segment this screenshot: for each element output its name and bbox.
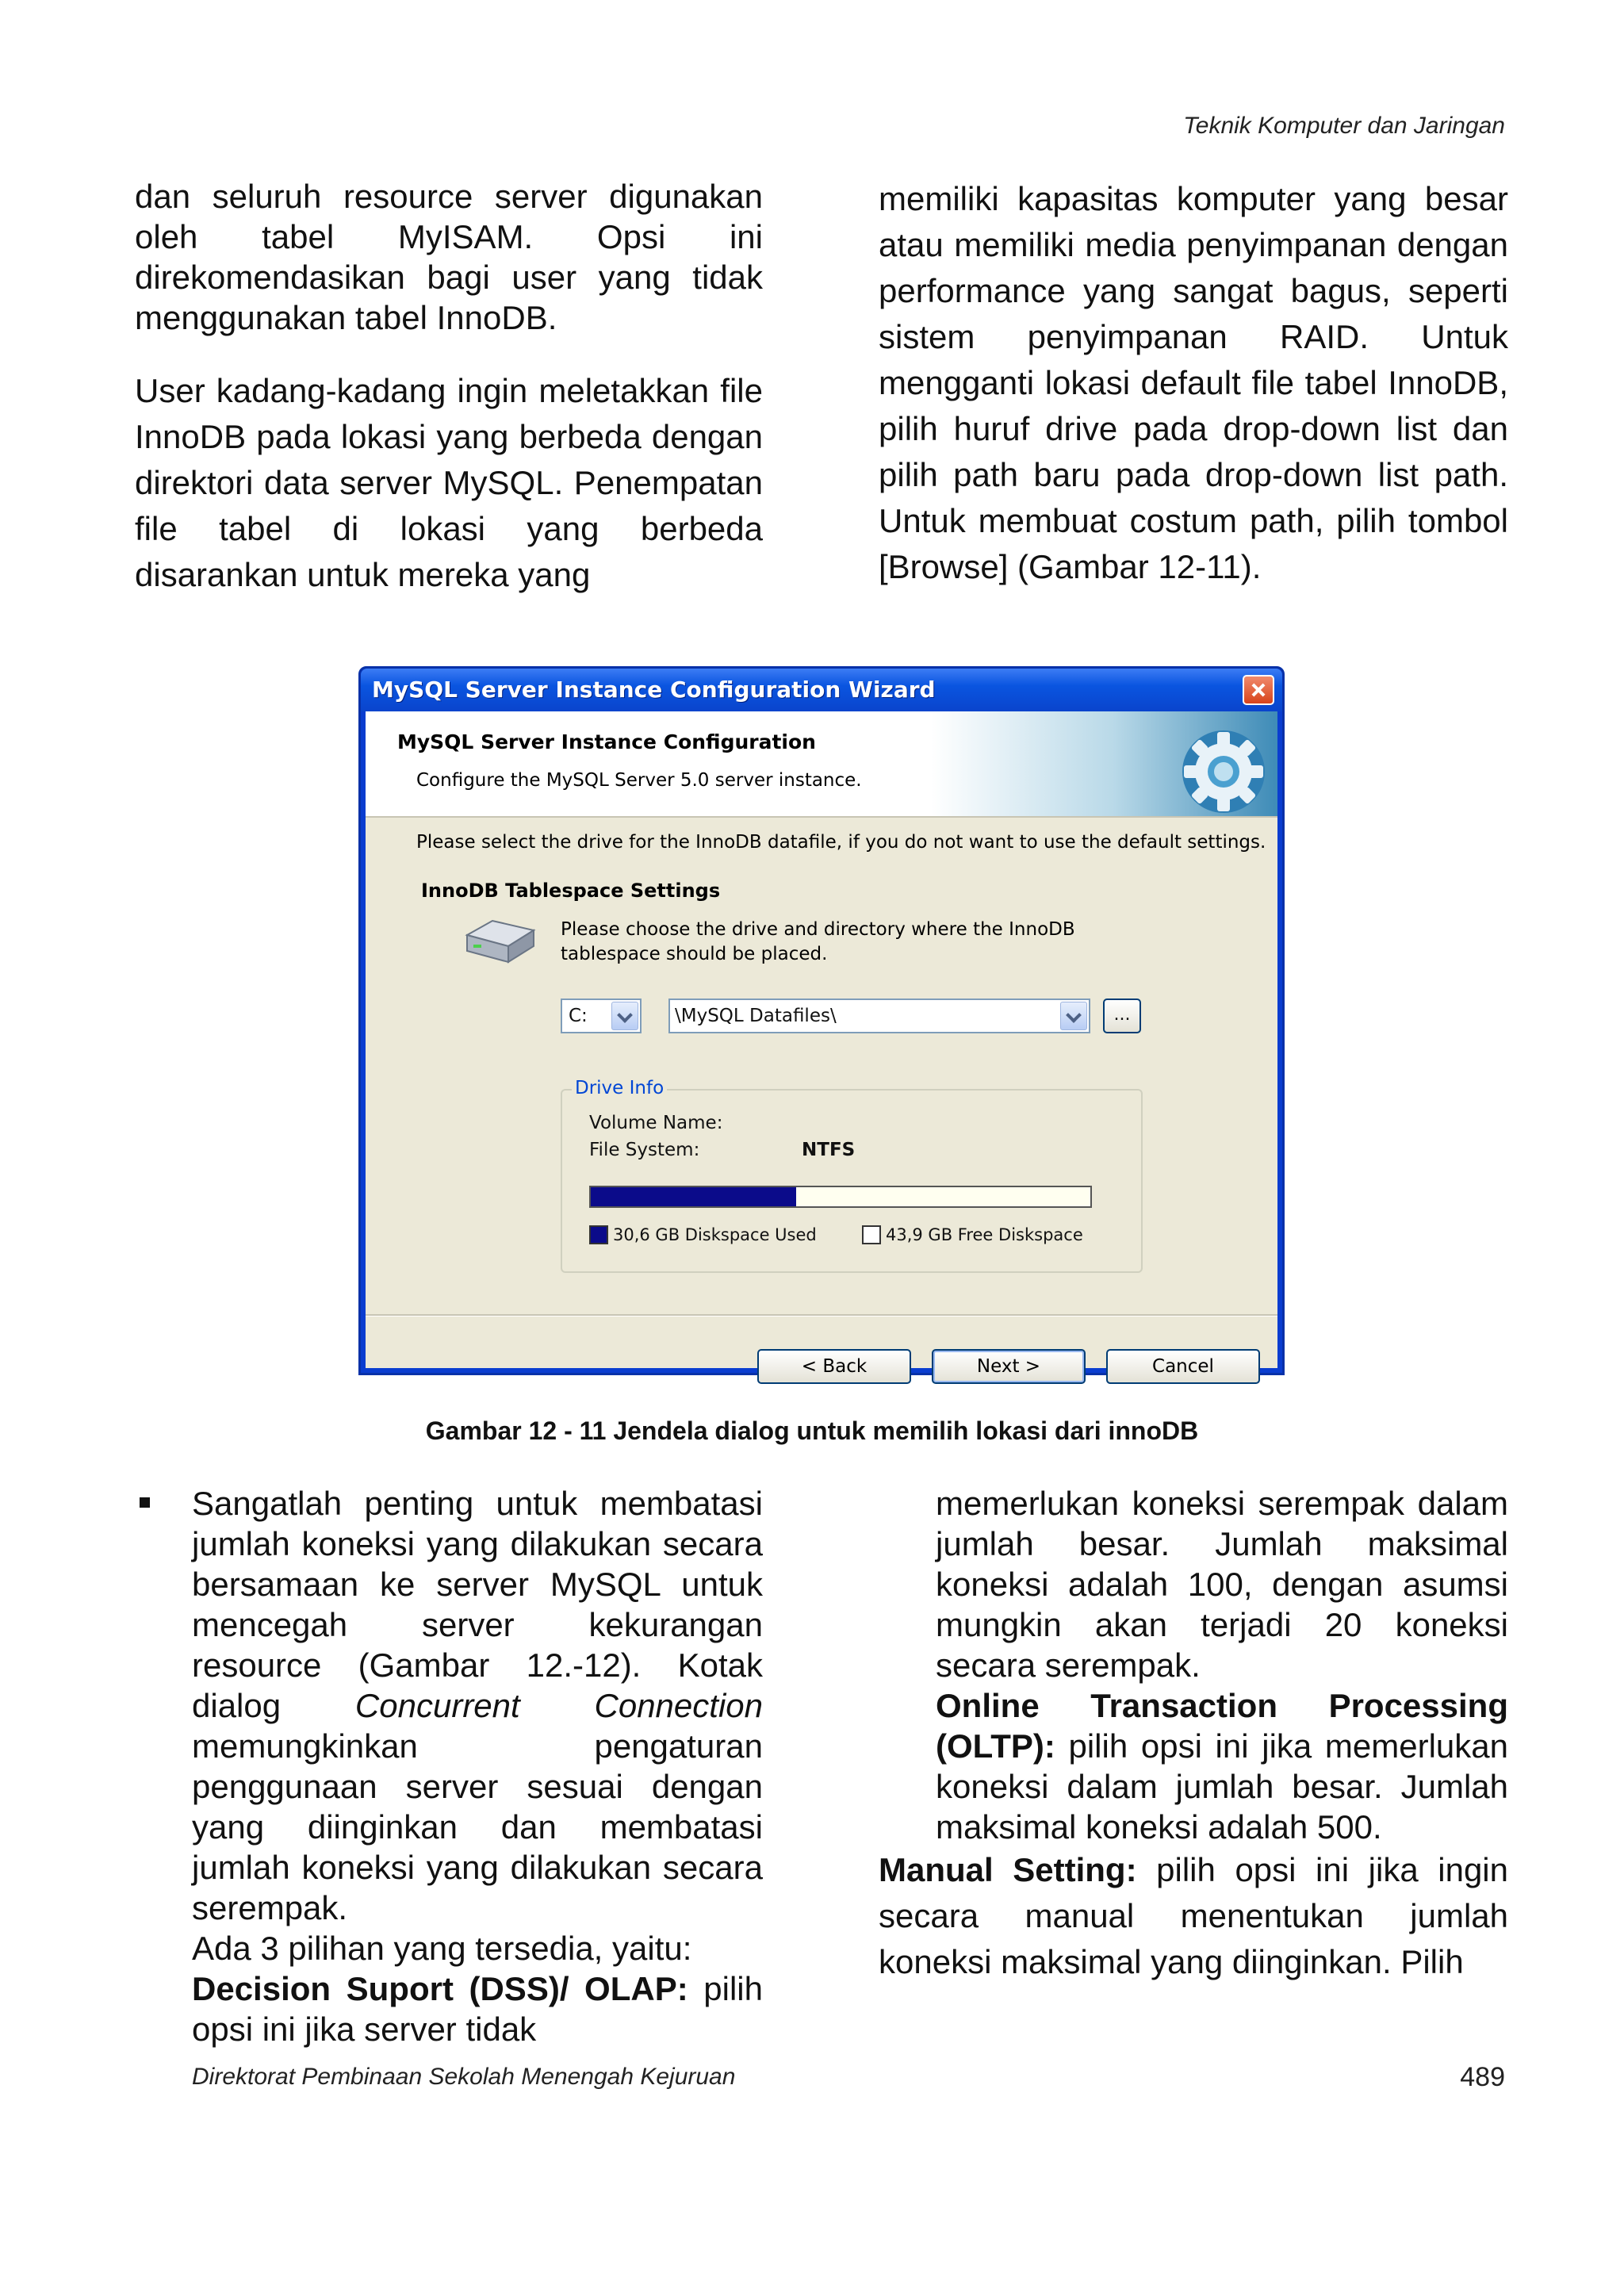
dss-text: pilih opsi ini jika server tidak [192,1970,763,2048]
bullet-square-icon [140,1497,150,1508]
right-column-top [879,176,1508,590]
group-title: Drive Info [572,1078,667,1098]
close-button[interactable] [1243,675,1274,705]
file-system-label: File System: [589,1140,700,1160]
dialog-client-area [366,711,1277,1377]
left-column-top [135,176,763,598]
banner-title: MySQL Server Instance Configuration [397,730,816,753]
drive-select-value: C: [569,1006,588,1026]
figure-caption: Gambar 12 - 11 Jendela dialog untuk memilih lokasi dari innoDB [425,1416,1199,1445]
free-space-label: 43,9 GB Free Diskspace [886,1225,1083,1244]
next-button[interactable]: Next > [932,1349,1086,1384]
manual-text: pilih opsi ini jika ingin secara manual menentukan jumlah koneksi maksimal yang diinginkan. Pilih [879,1851,1508,1980]
chevron-down-icon [617,1007,633,1023]
oltp-label: Online Transaction Processing (OLTP): [936,1687,1508,1765]
config-wizard-window [358,666,1285,1375]
path-select[interactable] [668,999,1090,1033]
wizard-banner [366,711,1277,818]
dss-label: Decision Suport (DSS)/ OLAP: [192,1970,688,2007]
manual-label: Manual Setting: [879,1851,1137,1888]
paragraph: memiliki kapasitas komputer yang besar atau memiliki media penyimpanan dengan performance yang sangat bagus, seperti sistem penyimpanan RAID. Untuk mengganti lokasi default file tabel InnoDB, pilih huruf drive pada drop-down list dan pilih path baru pada drop-down list path. Untuk membuat costum path, pilih tombol [Browse] (Gambar 12-11). [879,180,1508,585]
bullet-item [135,1483,763,1928]
cancel-button[interactable]: Cancel [1106,1349,1260,1384]
button-separator [366,1314,1277,1317]
path-dropdown-button[interactable] [1060,1002,1087,1030]
bullet-emphasis: Concurrent Connection [354,1687,763,1724]
right-column-bottom [879,1483,1508,1985]
chevron-down-icon [1066,1007,1082,1023]
dss-continued: memerlukan koneksi serempak dalam jumlah besar. Jumlah maksimal koneksi adalah 100, dengan asumsi mungkin akan terjadi 20 koneksi secara serempak. [936,1485,1508,1684]
disk-usage-bar [589,1186,1092,1208]
bullet-text-a: Sangatlah penting untuk membatasi jumlah koneksi yang dilakukan secara bersamaan ke server MySQL untuk mencegah server kekurangan resource (Gambar 12.-12). Kotak dialog [192,1485,763,1724]
section-title: InnoDB Tablespace Settings [421,880,721,902]
instruction-text: Please choose the drive and directory where the InnoDB tablespace should be placed. [561,919,1075,964]
hard-drive-icon [461,913,540,968]
drive-info-group [561,1078,1143,1273]
page-number: 489 [1460,2062,1505,2092]
free-swatch [862,1225,881,1244]
intro-text: Please select the drive for the InnoDB datafile, if you do not want to use the default settings. [416,832,1266,853]
oltp-text: pilih opsi ini jika memerlukan koneksi dalam jumlah besar. Jumlah maksimal koneksi adalah 500. [936,1727,1508,1846]
banner-subtitle: Configure the MySQL Server 5.0 server instance. [416,770,862,791]
drive-dropdown-button[interactable] [611,1002,638,1030]
dss-option [135,1968,763,2049]
used-space-label: 30,6 GB Diskspace Used [613,1225,817,1244]
drive-select[interactable] [561,999,642,1033]
options-intro: Ada 3 pilihan yang tersedia, yaitu: [192,1930,692,1967]
oltp-option [879,1685,1508,1847]
disk-usage-fill [591,1187,796,1206]
running-header: Teknik Komputer dan Jaringan [1183,113,1505,139]
paragraph: User kadang-kadang ingin meletakkan file InnoDB pada lokasi yang berbeda dengan direktori data server MySQL. Penempatan file tabel di lokasi yang berbeda disarankan untuk mereka yang [135,372,763,593]
back-button[interactable]: < Back [757,1349,911,1384]
manual-option [879,1847,1508,1985]
used-swatch [589,1225,608,1244]
window-title: MySQL Server Instance Configuration Wizard [372,677,936,703]
left-column-bottom [135,1483,763,2049]
footer-text: Direktorat Pembinaan Sekolah Menengah Kejuruan [192,2064,736,2090]
window-titlebar[interactable] [361,669,1282,711]
volume-name-label: Volume Name: [589,1113,723,1133]
free-space-legend [862,1225,1083,1244]
bullet-text-b: memungkinkan pengaturan penggunaan server sesuai dengan yang diinginkan dan membatasi jumlah koneksi yang dilakukan secara serempak. [192,1727,763,1926]
path-select-value: \MySQL Datafiles\ [675,1006,837,1026]
file-system-value: NTFS [802,1140,856,1160]
browse-button[interactable]: ... [1103,999,1141,1033]
used-space-legend [589,1225,817,1244]
paragraph: dan seluruh resource server digunakan oleh tabel MyISAM. Opsi ini direkomendasikan bagi user yang tidak menggunakan tabel InnoDB. [135,178,763,336]
gear-icon [1176,724,1271,819]
